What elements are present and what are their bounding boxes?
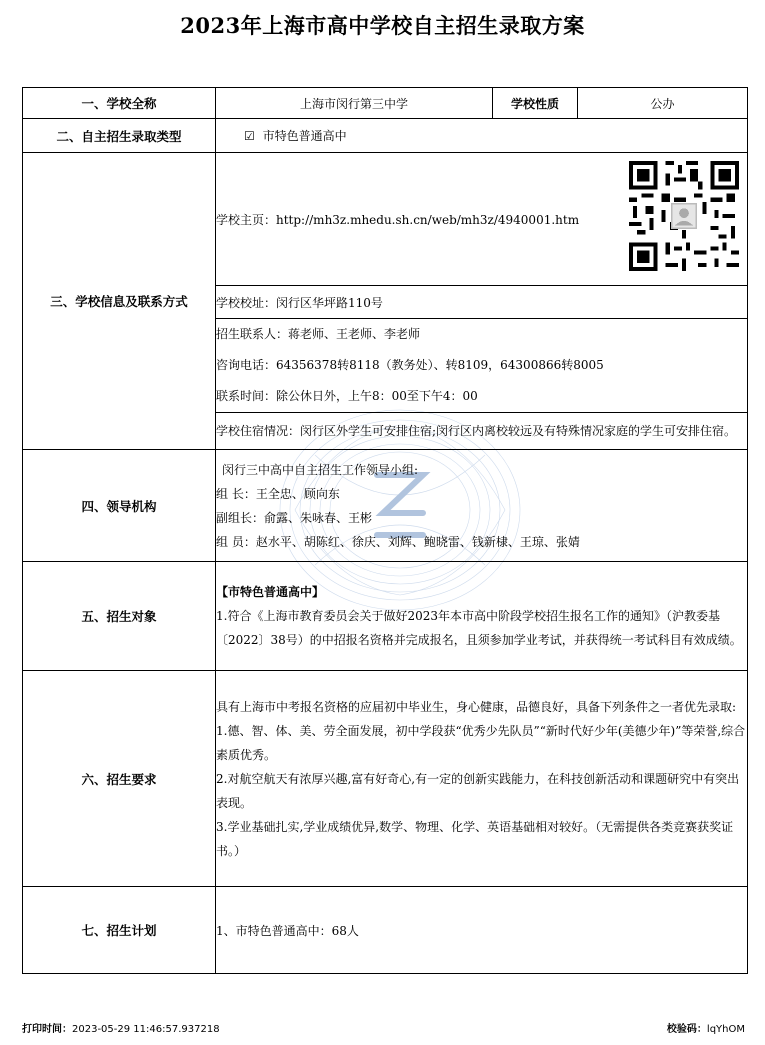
homepage-cell	[216, 153, 748, 286]
leadership-cell	[216, 450, 748, 562]
lodging-cell: 学校住宿情况：闵行区外学生可安排住宿;闵行区内离校较远及有特殊情况家庭的学生可安排住宿。	[216, 413, 748, 450]
qr-code-icon	[625, 157, 743, 275]
row-leadership	[23, 450, 748, 562]
print-time-label: 打印时间：	[22, 1024, 72, 1035]
contacts-cell	[216, 319, 748, 413]
row-school-name	[23, 88, 748, 119]
print-time	[22, 1020, 220, 1035]
row-target	[23, 562, 748, 671]
address-cell: 学校校址：闵行区华坪路110号	[216, 286, 748, 319]
plan-label: 七、招生计划	[23, 887, 216, 974]
leadership-label: 四、领导机构	[23, 450, 216, 562]
plan-cell: 1、市特色普通高中：68人	[216, 887, 748, 974]
target-text: 1.符合《上海市教育委员会关于做好2023年本市高中阶段学校招生报名工作的通知》（沪教委基〔2022〕38号）的中招报名资格并完成报名，且须参加学业考试，并获得统一考试科目有效成绩。	[216, 609, 742, 647]
admission-type-label: 二、自主招生录取类型	[23, 119, 216, 153]
row-plan	[23, 887, 748, 974]
row-admission-type	[23, 119, 748, 153]
school-name-label: 一、学校全称	[23, 88, 216, 119]
leadership-line: 组 长：王全忠、顾向东	[216, 486, 340, 501]
school-name-value: 上海市闵行第三中学	[216, 88, 493, 119]
target-label: 五、招生对象	[23, 562, 216, 671]
info-label: 三、学校信息及联系方式	[23, 153, 216, 450]
requirements-item: 3.学业基础扎实,学业成绩优异,数学、物理、化学、英语基础相对较好。（无需提供各类竞赛获奖证书。）	[216, 819, 734, 858]
requirements-cell	[216, 671, 748, 887]
leadership-line: 副组长：俞露、朱咏春、王彬	[216, 510, 373, 525]
hours-text: 联系时间：除公休日外，上午8：00至下午4：00	[216, 389, 478, 403]
requirements-item: 2.对航空航天有浓厚兴趣,富有好奇心,有一定的创新实践能力，在科技创新活动和课题研究中有突出表现。	[216, 771, 740, 810]
leadership-line: 组 员：赵水平、胡陈红、徐庆、刘辉、鲍晓雷、钱新棣、王琼、张婧	[216, 534, 580, 549]
row-homepage	[23, 153, 748, 286]
check-code-value: lqYhOM	[706, 1024, 745, 1035]
contacts-text: 招生联系人：蒋老师、王老师、李老师	[216, 327, 421, 341]
admission-type-value: 市特色普通高中	[262, 129, 347, 143]
requirements-label: 六、招生要求	[23, 671, 216, 887]
requirements-intro: 具有上海市中考报名资格的应届初中毕业生，身心健康，品德良好，具备下列条件之一者优先录取:	[216, 699, 737, 714]
school-nature-label: 学校性质	[493, 88, 578, 119]
check-code	[667, 1020, 745, 1035]
leadership-line: 闵行三中高中自主招生工作领导小组:	[222, 462, 419, 477]
homepage-text: 学校主页：http://mh3z.mhedu.sh.cn/web/mh3z/4940001.htm	[216, 212, 580, 227]
admission-type-cell	[216, 119, 748, 153]
target-heading: 【市特色普通高中】	[216, 585, 325, 599]
checkbox-checked-icon: ☑	[244, 129, 255, 143]
phone-text: 咨询电话：64356378转8118（教务处）、转8109，64300866转8005	[216, 358, 604, 372]
target-cell	[216, 562, 748, 671]
check-code-label: 校验码：	[666, 1024, 707, 1035]
page-title: 2023年上海市高中学校自主招生录取方案	[180, 13, 585, 38]
print-time-value: 2023-05-29 11:46:57.937218	[72, 1024, 220, 1035]
admission-table	[22, 87, 748, 974]
requirements-item: 1.德、智、体、美、劳全面发展，初中学段获“优秀少先队员”“新时代好少年(美德少年)”等荣誉,综合素质优秀。	[216, 723, 746, 762]
school-nature-value: 公办	[578, 88, 748, 119]
row-requirements	[23, 671, 748, 887]
